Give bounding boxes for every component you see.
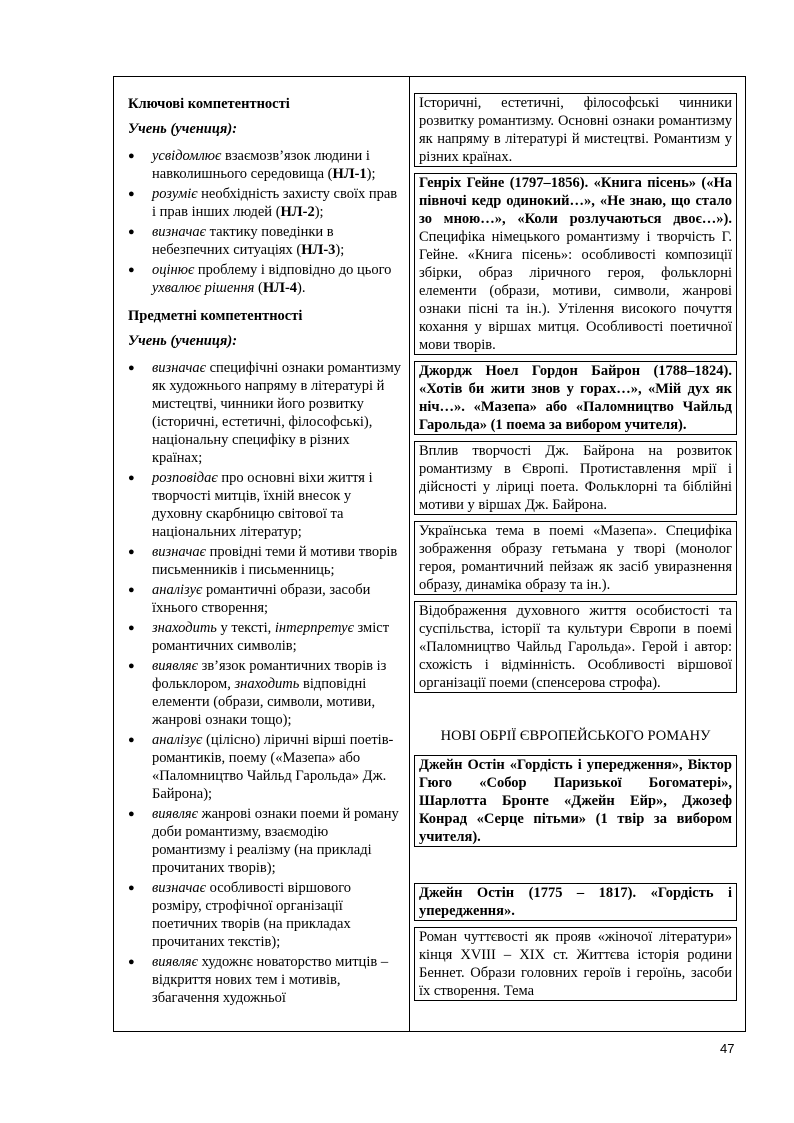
list-item: ● визначає провідні теми й мотиви творів письменників і письменниць;: [128, 544, 398, 578]
byron-title: Джордж Ноел Гордон Байрон (1788–1824). «Хотів би жити знов у горах…», «Мій дух як ніч…». «Мазепа» або «Паломництво Чайльд Гарольда» (1 поема за вибором учителя).: [414, 361, 737, 435]
heine-block: [414, 173, 737, 355]
subject-competencies-heading: Предметні компетентності: [128, 308, 303, 324]
page-number: 47: [720, 1041, 735, 1056]
bullet-icon: ●: [128, 264, 135, 276]
key-competencies-list: [128, 147, 401, 297]
bullet-icon: ●: [128, 660, 135, 672]
bullet-icon: ●: [128, 226, 135, 238]
list-item: ● визначає тактику поведінки в небезпечних ситуаціях (НЛ-3);: [128, 224, 345, 258]
bullet-icon: ●: [128, 622, 135, 634]
byron-paragraph-3: Відображення духовного життя особистості та суспільства, історії та культури Європи в поемі «Паломництво Чайльд Гарольда». Герой і автор: схожість і відмінність. Особливості віршової організації поеми (спенсерова строфа).: [414, 601, 737, 693]
list-item: ● виявляє жанрові ознаки поеми й роману доби романтизму, взаємодію романтизму і реалізму (на прикладі прочитаних творів);: [128, 806, 399, 876]
list-item: ● розповідає про основні віхи життя і творчості митців, їхній внесок у духовну скарбницю світової та національних літератур;: [128, 470, 373, 540]
bullet-icon: ●: [128, 956, 135, 968]
bullet-icon: ●: [128, 882, 135, 894]
austen-title: Джейн Остін (1775 – 1817). «Гордість і упередження».: [414, 883, 737, 921]
list-item: ● аналізує романтичні образи, засоби їхнього створення;: [128, 582, 371, 616]
bullet-icon: ●: [128, 362, 135, 374]
list-item: ● аналізує (цілісно) ліричні вірші поетів-романтиків, поему («Мазепа» або «Паломництво Чайльд Гарольда» Дж. Байрона);: [128, 732, 394, 802]
list-item: ● виявляє зв’язок романтичних творів із фольклором, знаходить відповідні елементи (образи, символи, мотиви, жанрові ознаки тощо);: [128, 658, 387, 728]
heine-description: Специфіка німецького романтизму і творчість Г. Гейне. «Книга пісень»: особливості композиції збірки, образ ліричного героя, фольклорні елементи (образи, мотиви, символи, жанрові ознаки пісні та ін.). Утілення високого почуття кохання у віршах митця. Особливості поетичної мови творів.: [419, 229, 732, 353]
list-item: ● визначає особливості віршового розміру, строфічної організації поетичних творів (на прикладах прочитаних текстів);: [128, 880, 352, 950]
heine-title: Генріх Гейне (1797–1856). «Книга пісень» («На півночі кедр одинокий…», «Не знаю, що стало зо мною…», «Коли розлучаються двоє…»).: [419, 175, 732, 227]
list-item: ● розуміє необхідність захисту своїх прав і прав інших людей (НЛ-2);: [128, 186, 398, 220]
bullet-icon: ●: [128, 188, 135, 200]
list-item: ● оцінює проблему і відповідно до цього ухвалює рішення (НЛ-4).: [128, 262, 392, 296]
list-item: ● усвідомлює взаємозв’язок людини і навколишнього середовища (НЛ-1);: [128, 148, 376, 182]
section-title: НОВІ ОБРІЇ ЄВРОПЕЙСЬКОГО РОМАНУ: [440, 728, 711, 744]
list-item: ● знаходить у тексті, інтерпретує зміст романтичних символів;: [128, 620, 390, 654]
bullet-icon: ●: [128, 546, 135, 558]
bullet-icon: ●: [128, 808, 135, 820]
key-competencies-heading: Ключові компетентності: [128, 96, 290, 112]
austen-description: Роман чуттєвості як прояв «жіночої літератури» кінця XVIII – XIX ст. Життєва історія родини Беннет. Образи головних героїв і героїнь, засоби їх створення. Тема: [414, 927, 737, 1001]
bullet-icon: ●: [128, 472, 135, 484]
novels-list: Джейн Остін «Гордість і упередження», Віктор Гюго «Собор Паризької Богоматері», Шарлотта Бронте «Джейн Ейр», Джозеф Конрад «Серце пітьми» (1 твір за вибором учителя).: [414, 755, 737, 847]
byron-paragraph-1: Вплив творчості Дж. Байрона на розвиток романтизму в Європі. Протиставлення мрії і дійсності у ліриці поета. Фольклорні та біблійні мотиви у віршах Дж. Байрона.: [414, 441, 737, 515]
subject-student-label: Учень (учениця):: [128, 333, 238, 349]
bullet-icon: ●: [128, 584, 135, 596]
content-column: [410, 77, 745, 1031]
bullet-icon: ●: [128, 150, 135, 162]
list-item: ● виявляє художнє новаторство митців – відкриття нових тем і мотивів, збагачення художньої: [128, 954, 389, 1006]
list-item: ● визначає специфічні ознаки романтизму як художнього напряму в літературі й мистецтві, чинники його розвитку (історичні, естетичні, філософські), національну специфіку в різних країнах;: [128, 360, 402, 466]
competencies-column: [114, 77, 410, 1031]
key-student-label: Учень (учениця):: [128, 121, 238, 137]
romanticism-intro: Історичні, естетичні, філософські чинники розвитку романтизму. Основні ознаки романтизму як напряму в літературі й мистецтві. Романтизм у різних країнах.: [414, 93, 737, 167]
byron-paragraph-2: Українська тема в поемі «Мазепа». Специфіка зображення образу гетьмана у творі (монолог героя, романтичний пейзаж як засіб увиразнення образу, динаміка образу та ін.).: [414, 521, 737, 595]
bullet-icon: ●: [128, 734, 135, 746]
curriculum-table: [113, 76, 746, 1032]
spacer: [414, 853, 737, 883]
subject-competencies-list: [128, 359, 401, 1007]
